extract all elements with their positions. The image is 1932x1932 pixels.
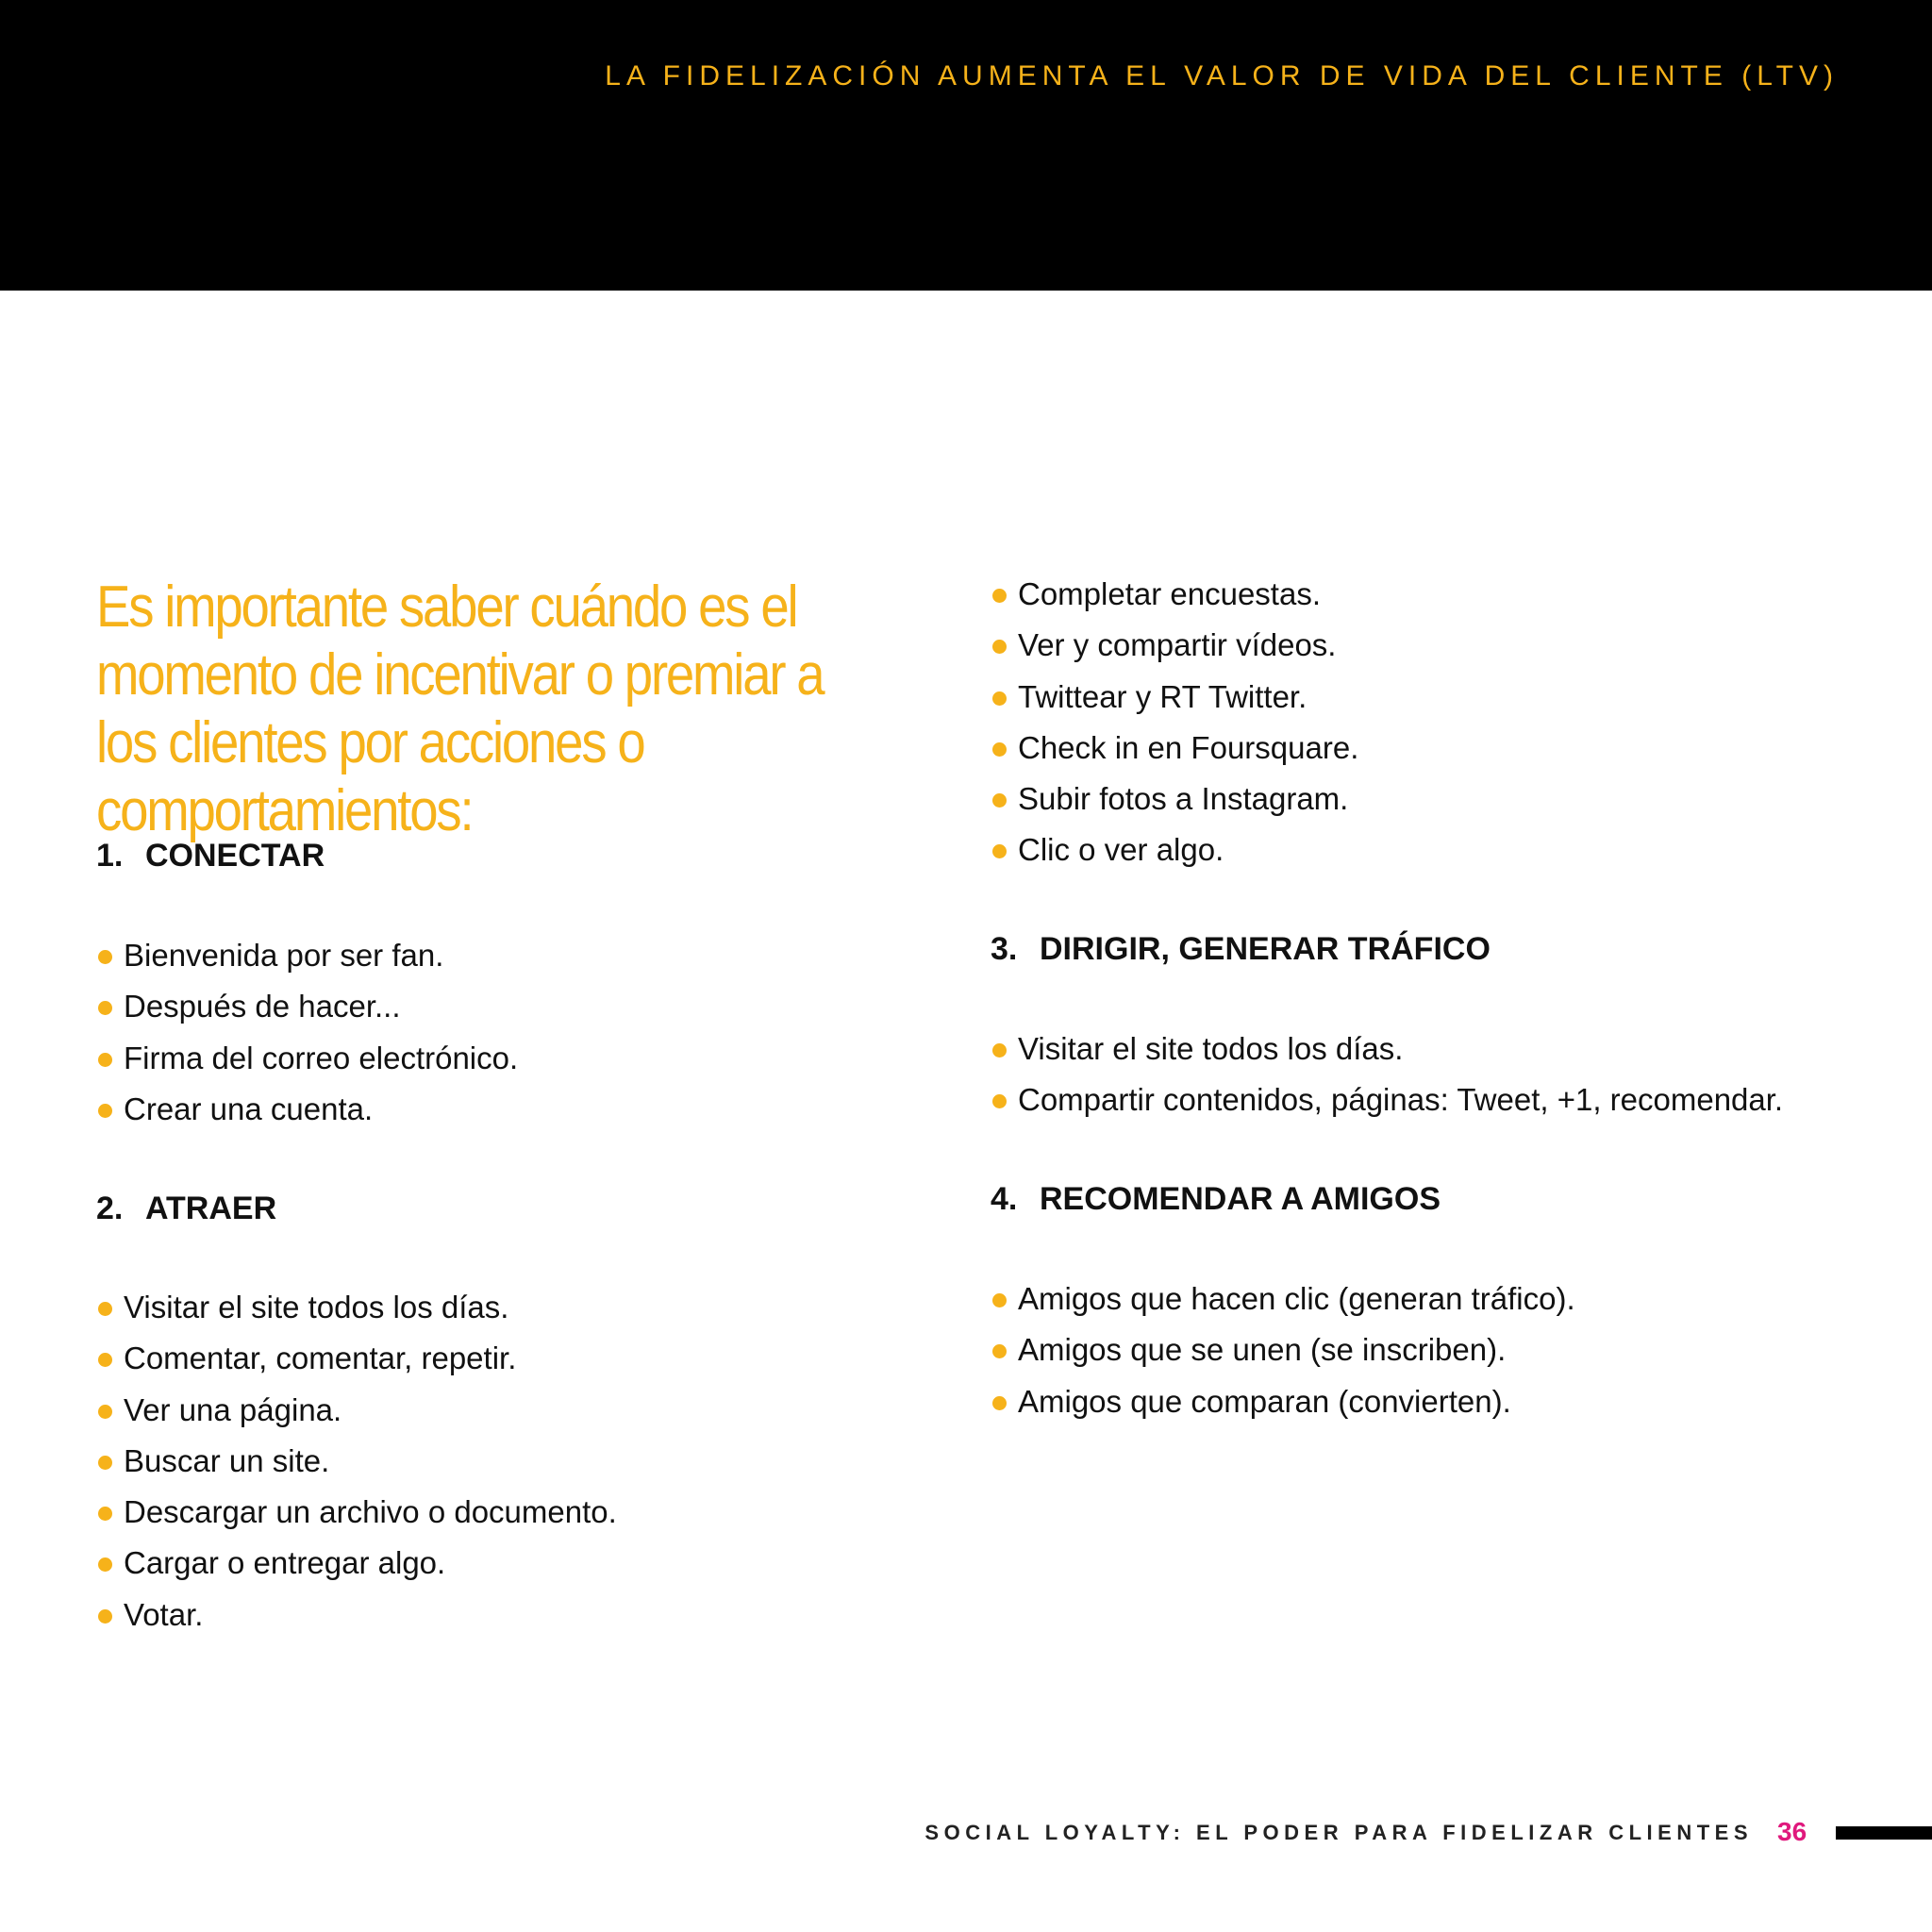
section-title-recomendar [991, 1180, 1441, 1218]
section-title-text: ATRAER [145, 1191, 277, 1226]
page-number: 36 [1777, 1817, 1807, 1846]
section-number: 1. [96, 838, 124, 874]
list-item: Ver una página. [96, 1385, 617, 1436]
list-item: Check in en Foursquare. [991, 723, 1358, 774]
list-item: Subir fotos a Instagram. [991, 774, 1358, 824]
list-item: Clic o ver algo. [991, 824, 1358, 875]
headline: Es importante saber cuándo es el momento de incentivar o premiar a los clientes por acciones o comportamientos: [96, 575, 824, 843]
list-item: Visitar el site todos los días. [96, 1282, 617, 1333]
section-title-text: CONECTAR [145, 838, 325, 874]
section-number: 3. [991, 931, 1018, 967]
list-item: Amigos que se unen (se inscriben). [991, 1324, 1575, 1375]
section-title-dirigir [991, 930, 1491, 968]
list-item: Después de hacer... [96, 981, 518, 1032]
bullet-list-atraer-continued [991, 569, 1358, 876]
section-number: 2. [96, 1191, 124, 1226]
list-item: Ver y compartir vídeos. [991, 620, 1358, 671]
footer-bar [1836, 1826, 1932, 1840]
section-title-text: RECOMENDAR A AMIGOS [1040, 1181, 1441, 1217]
list-item: Amigos que hacen clic (generan tráfico). [991, 1274, 1575, 1324]
section-number: 4. [991, 1181, 1018, 1217]
running-head: LA FIDELIZACIÓN AUMENTA EL VALOR DE VIDA DEL CLIENTE (LTV) [605, 60, 1839, 92]
bullet-list-recomendar [991, 1274, 1575, 1427]
section-title-conectar [96, 837, 325, 874]
header-band [0, 0, 1932, 291]
list-item: Descargar un archivo o documento. [96, 1487, 617, 1538]
bullet-list-dirigir [991, 1024, 1783, 1126]
section-title-text: DIRIGIR, GENERAR TRÁFICO [1040, 931, 1491, 967]
footer-title: SOCIAL LOYALTY: EL PODER PARA FIDELIZAR CLIENTES [924, 1821, 1753, 1844]
list-item: Completar encuestas. [991, 569, 1358, 620]
list-item: Twittear y RT Twitter. [991, 672, 1358, 723]
list-item: Votar. [96, 1590, 617, 1641]
list-item: Buscar un site. [96, 1436, 617, 1487]
list-item: Compartir contenidos, páginas: Tweet, +1, recomendar. [991, 1074, 1783, 1125]
list-item: Cargar o entregar algo. [96, 1538, 617, 1589]
list-item: Visitar el site todos los días. [991, 1024, 1783, 1074]
section-title-atraer [96, 1190, 276, 1227]
bullet-list-atraer [96, 1282, 617, 1641]
list-item: Comentar, comentar, repetir. [96, 1333, 617, 1384]
list-item: Firma del correo electrónico. [96, 1033, 518, 1084]
list-item: Amigos que comparan (convierten). [991, 1376, 1575, 1427]
list-item: Crear una cuenta. [96, 1084, 518, 1135]
bullet-list-conectar [96, 930, 518, 1135]
list-item: Bienvenida por ser fan. [96, 930, 518, 981]
